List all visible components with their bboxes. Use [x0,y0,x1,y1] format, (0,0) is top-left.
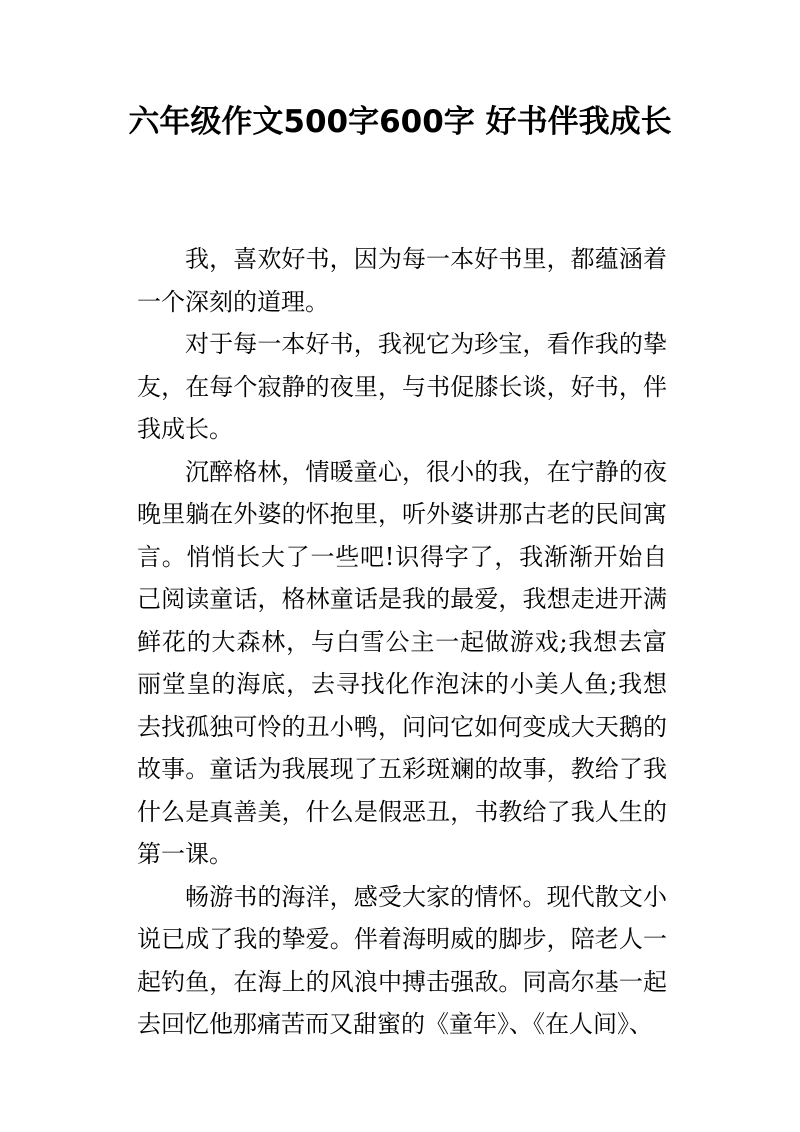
paragraph: 沉醉格林，情暖童心，很小的我，在宁静的夜晚里躺在外婆的怀抱里，听外婆讲那古老的民间寓言。悄悄长大了一些吧!识得字了，我渐渐开始自己阅读童话，格林童话是我的最爱，我想走进开满鲜花的大森林，与白雪公主一起做游戏;我想去富丽堂皇的海底，去寻找化作泡沫的小美人鱼;我想去找孤独可怜的丑小鸭，问问它如何变成大天鹅的故事。童话为我展现了五彩斑斓的故事，教给了我什么是真善美，什么是假恶丑，书教给了我人生的第一课。 [137,457,667,868]
paragraph: 畅游书的海洋，感受大家的情怀。现代散文小说已成了我的挚爱。伴着海明威的脚步，陪老人一起钓鱼，在海上的风浪中搏击强敌。同高尔基一起去回忆他那痛苦而又甜蜜的《童年》、《在人间》、 [137,882,667,1038]
paragraph: 对于每一本好书，我视它为珍宝，看作我的挚友，在每个寂静的夜里，与书促膝长谈，好书，伴我成长。 [137,330,667,443]
document-title: 六年级作文500字600字 好书伴我成长 [128,104,672,140]
document-body [137,238,667,1046]
paragraph: 我，喜欢好书，因为每一本好书里，都蕴涵着一个深刻的道理。 [137,245,667,316]
